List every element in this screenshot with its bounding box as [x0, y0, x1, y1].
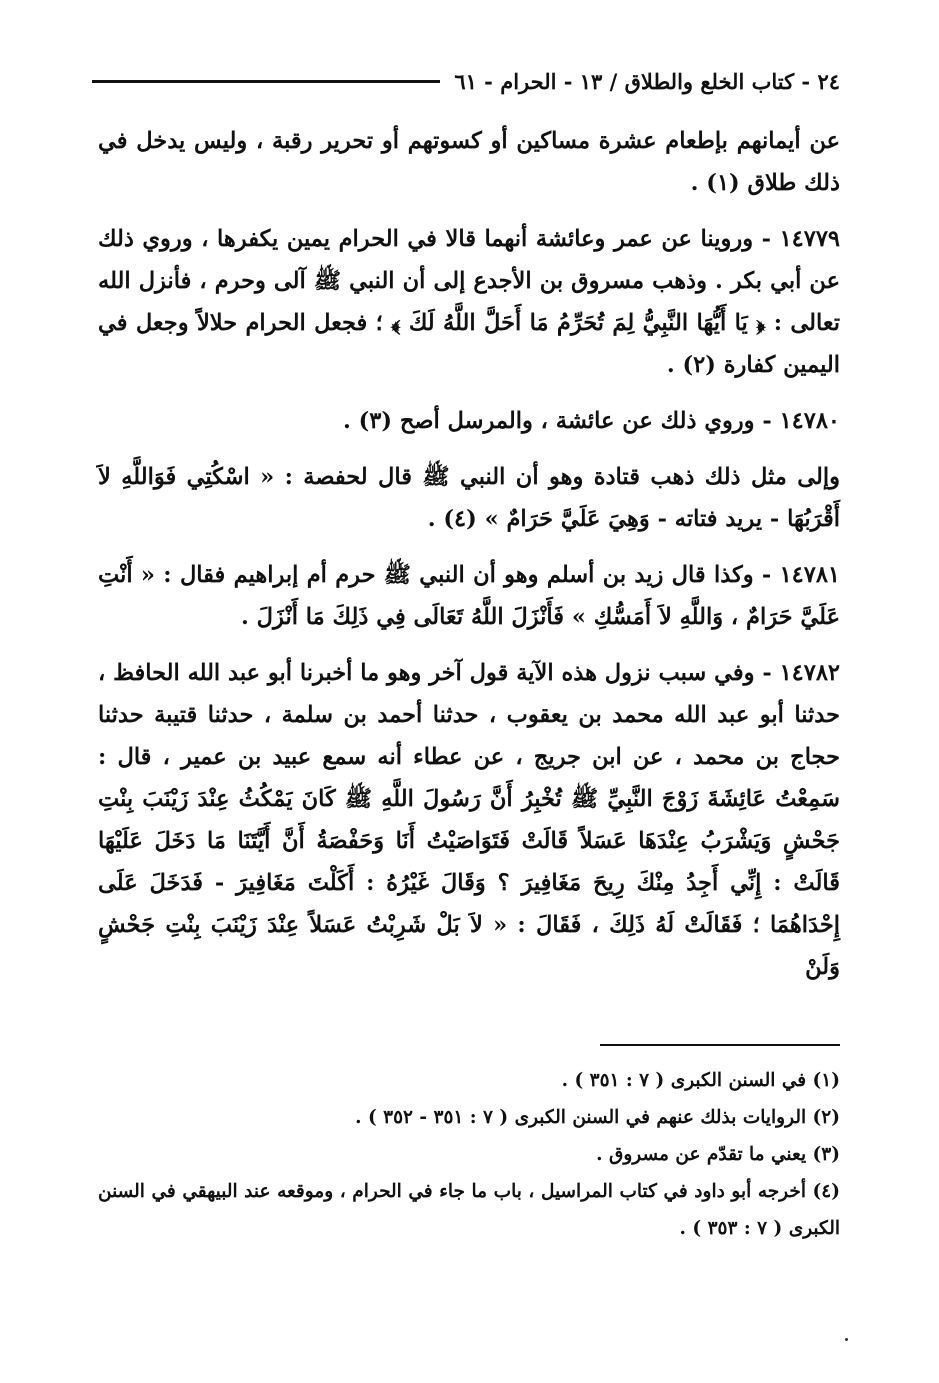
main-text: [98, 120, 840, 988]
header-rule: [92, 80, 440, 83]
paragraph-14780: ١٤٧٨٠ - وروي ذلك عن عائشة ، والمرسل أصح (٣) .: [342, 408, 840, 434]
footnote-2: (٢) الروايات بذلك عنهم في السنن الكبرى ( ٧ : ٣٥١ - ٣٥٢ ) .: [355, 1107, 840, 1128]
footnote-3: (٣) يعني ما تقدّم عن مسروق .: [596, 1144, 840, 1165]
footnote-1: (١) في السنن الكبرى ( ٧ : ٣٥١ ) .: [561, 1070, 840, 1091]
paragraph-qatada: وإلى مثل ذلك ذهب قتادة وهو أن النبي ﷺ قال لحفصة : « اسْكُتِي فَوَاللَّهِ لاَ أَقْرَبُهَا - يريد فتاته - وَهِيَ عَلَيَّ حَرَامٌ » (٤) .: [98, 464, 840, 532]
footnote-4: (٤) أخرجه أبو داود في كتاب المراسيل ، باب ما جاء في الحرام ، وموقعه عند البيهقي في السنن الكبرى ( ٧ : ٣٥٣ ) .: [98, 1181, 840, 1239]
footnotes: [98, 1062, 840, 1247]
footnote-separator: [600, 1044, 840, 1046]
print-speck: [845, 1338, 848, 1341]
paragraph-continuation: عن أيمانهم بإطعام عشرة مساكين أو كسوتهم أو تحرير رقبة ، وليس يدخل في ذلك طلاق (١) .: [98, 128, 840, 196]
paragraph-14782: ١٤٧٨٢ - وفي سبب نزول هذه الآية قول آخر وهو ما أخبرنا أبو عبد الله الحافظ ، حدثنا أبو عبد الله محمد بن يعقوب ، حدثنا أحمد بن سلمة ، حدثنا قتيبة حدثنا حجاج بن محمد ، عن ابن جريج ، عن عطاء أنه سمع عبيد بن عمير ، قال : سَمِعْتُ عَائِشَةَ زَوْجَ النَّبِيِّ ﷺ تُخْبِرُ أَنَّ رَسُولَ اللَّهِ ﷺ كَانَ يَمْكُثُ عِنْدَ زَيْنَبَ بِنْتِ جَحْشٍ وَيَشْرَبُ عِنْدَهَا عَسَلاً قَالَتْ فَتَوَاصَيْتُ أَنَا وَحَفْصَةُ أَنَّ أَيَّتَنَا مَا دَخَلَ عَلَيْهَا قَالَتْ : إِنِّي أَجِدُ مِنْكَ رِيحَ مَغَافِيرَ ؟ وَقَالَ غَيْرُهُ : أَكَلْتَ مَغَافِيرَ - فَدَخَلَ عَلَى إِحْدَاهُمَا ؛ فَقَالَتْ لَهُ ذَلِكَ ، فَقَالَ : « لاَ بَلْ شَرِبْتُ عَسَلاً عِنْدَ زَيْنَبَ بِنْتِ جَحْشٍ وَلَنْ: [98, 660, 840, 980]
running-header: [92, 64, 840, 98]
header-title: ٢٤ - كتاب الخلع والطلاق / ١٣ - الحرام - ٦١: [454, 68, 840, 94]
paragraph-14779: ١٤٧٧٩ - وروينا عن عمر وعائشة أنهما قالا في الحرام يمين يكفرها ، وروي ذلك عن أبي بكر . وذهب مسروق بن الأجدع إلى أن النبي ﷺ آلى وحرم ، فأنزل الله تعالى : ﴿ يَا أَيُّهَا النَّبِيُّ لِمَ تُحَرِّمُ مَا أَحَلَّ اللَّهُ لَكَ ﴾ ؛ فجعل الحرام حلالاً وجعل في اليمين كفارة (٢) .: [98, 226, 840, 378]
paragraph-14781: ١٤٧٨١ - وكذا قال زيد بن أسلم وهو أن النبي ﷺ حرم أم إبراهيم فقال : « أَنْتِ عَلَيَّ حَرَامٌ ، وَاللَّهِ لاَ أَمَسُّكِ » فَأَنْزَلَ اللَّهُ تَعَالَى فِي ذَلِكَ مَا أَنْزَلَ .: [98, 562, 840, 630]
